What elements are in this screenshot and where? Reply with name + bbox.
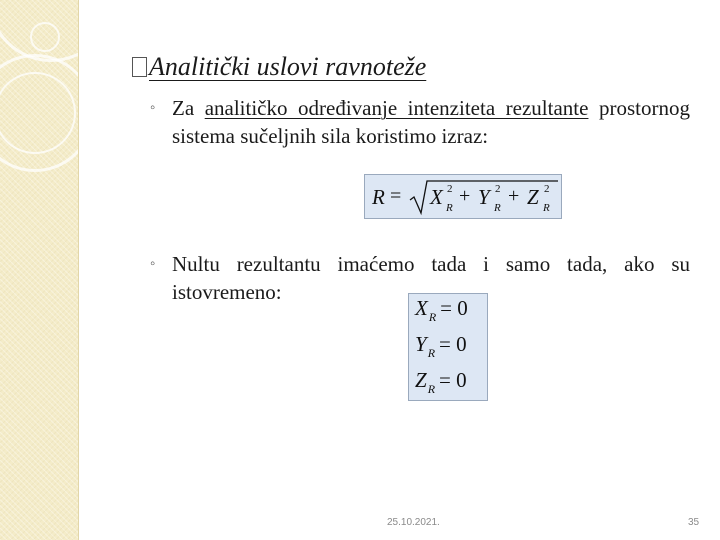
missing-glyph-icon (132, 57, 147, 77)
formula-term-sub: R (543, 202, 550, 214)
bullet-marker-icon: ◦ (150, 256, 156, 272)
formula-term-base: X (430, 185, 443, 209)
decorative-left-band (0, 0, 79, 540)
decorative-circle (30, 22, 60, 52)
footer-page-number: 35 (688, 517, 700, 528)
formula-equals: = (390, 185, 402, 207)
formula-term-sub: R (446, 202, 453, 214)
slide-title (132, 52, 426, 82)
footer-date: 25.10.2021. (387, 517, 440, 528)
condition-x: $X_R = 0$ (415, 296, 468, 324)
bullet-item-resultant-intensity (150, 94, 690, 150)
resultant-formula (364, 174, 562, 219)
formula-term-sup: 2 (495, 183, 501, 195)
formula-term-sup: 2 (447, 183, 453, 195)
formula-lhs: R (372, 185, 385, 209)
equilibrium-conditions (408, 293, 488, 401)
bullet-marker-icon: ◦ (150, 100, 156, 116)
bullet-text-underlined: analitičko određivanje intenziteta rezultante (204, 96, 589, 120)
formula-term-base: Y (478, 185, 490, 209)
formula-plus: + (508, 185, 520, 207)
formula-plus: + (459, 185, 471, 207)
slide-title-text: Analitički uslovi ravnoteže (149, 52, 427, 81)
condition-z: $Z_R = 0$ (415, 368, 467, 396)
formula-term-sub: R (494, 202, 501, 214)
bullet-text (172, 94, 690, 150)
bullet-text-plain: Za (172, 96, 205, 120)
condition-y: $Y_R = 0$ (415, 332, 467, 360)
bullet-text: Nultu rezultantu imaćemo tada i samo tada, ako su istovremeno: (172, 252, 690, 304)
bullet-text-plain: prostornog sistema sučeljnih sila koristimo izraz: (172, 96, 690, 148)
formula-term-base: Z (527, 185, 539, 209)
formula-term-sup: 2 (544, 183, 550, 195)
